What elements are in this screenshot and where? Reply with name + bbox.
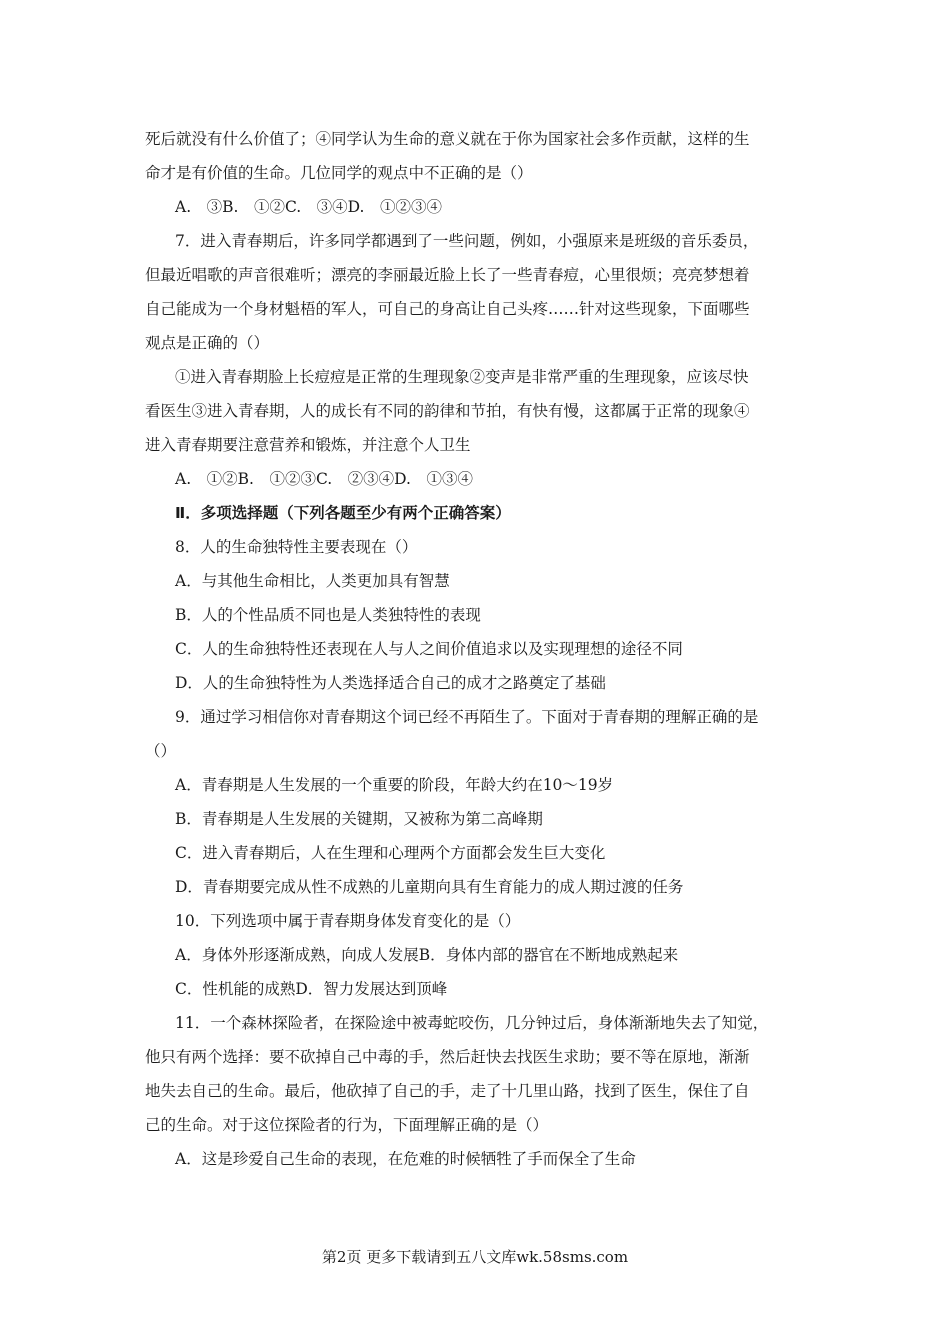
question-11: 11．一个森林探险者，在探险途中被毒蛇咬伤，几分钟过后，身体渐渐地失去了知觉， — [175, 1014, 769, 1032]
option-c: C．人的生命独特性还表现在人与人之间价值追求以及实现理想的途径不同 — [175, 640, 683, 658]
text-line: 进入青春期要注意营养和锻炼，并注意个人卫生 — [145, 436, 471, 454]
text-line: 看医生③进入青春期，人的成长有不同的韵律和节拍，有快有慢，这都属于正常的现象④ — [145, 402, 750, 420]
options-ab: A．身体外形逐渐成熟，向成人发展B．身体内部的器官在不断地成熟起来 — [175, 946, 679, 964]
text-line: 自己能成为一个身材魁梧的军人，可自己的身高让自己头疼……针对这些现象，下面哪些 — [145, 300, 750, 318]
question-8: 8．人的生命独特性主要表现在（） — [175, 538, 418, 556]
option-d: D．人的生命独特性为人类选择适合自己的成才之路奠定了基础 — [175, 674, 606, 692]
option-a: A．青春期是人生发展的一个重要的阶段，年龄大约在10～19岁 — [175, 776, 614, 794]
option-a: A．这是珍爱自己生命的表现，在危难的时候牺牲了手而保全了生命 — [175, 1150, 636, 1168]
text-line: 死后就没有什么价值了；④同学认为生命的意义就在于你为国家社会多作贡献，这样的生 — [145, 130, 750, 148]
question-10: 10．下列选项中属于青春期身体发育变化的是（） — [175, 912, 521, 930]
option-b: B．人的个性品质不同也是人类独特性的表现 — [175, 606, 481, 624]
answer-options: A. ①②B. ①②③C. ②③④D. ①③④ — [175, 470, 473, 488]
text-line: （） — [145, 742, 177, 760]
text-line: 地失去自己的生命。最后，他砍掉了自己的手，走了十几里山路，找到了医生，保住了自 — [145, 1082, 750, 1100]
text-line: 命才是有价值的生命。几位同学的观点中不正确的是（） — [145, 164, 533, 182]
options-cd: C．性机能的成熟D．智力发展达到顶峰 — [175, 980, 448, 998]
text-line: 观点是正确的（） — [145, 334, 270, 352]
page-footer: 第2页 更多下载请到五八文库wk.58sms.com — [321, 1248, 629, 1266]
option-c: C．进入青春期后，人在生理和心理两个方面都会发生巨大变化 — [175, 844, 606, 862]
text-line: 己的生命。对于这位探险者的行为，下面理解正确的是（） — [145, 1116, 549, 1134]
answer-options: A. ③B. ①②C. ③④D. ①②③④ — [175, 198, 442, 216]
text-line: ①进入青春期脸上长痘痘是正常的生理现象②变声是非常严重的生理现象，应该尽快 — [175, 368, 749, 386]
text-line: 但最近唱歌的声音很难听；漂亮的李丽最近脸上长了一些青春痘，心里很烦；亮亮梦想着 — [145, 266, 750, 284]
question-7: 7．进入青春期后，许多同学都遇到了一些问题，例如，小强原来是班级的音乐委员， — [175, 232, 759, 250]
option-b: B．青春期是人生发展的关键期，又被称为第二高峰期 — [175, 810, 543, 828]
section-heading: Ⅱ．多项选择题（下列各题至少有两个正确答案） — [175, 504, 511, 522]
option-d: D．青春期要完成从性不成熟的儿童期向具有生育能力的成人期过渡的任务 — [175, 878, 684, 896]
question-9: 9．通过学习相信你对青春期这个词已经不再陌生了。下面对于青春期的理解正确的是 — [175, 708, 759, 726]
option-a: A．与其他生命相比，人类更加具有智慧 — [175, 572, 450, 590]
text-line: 他只有两个选择：要不砍掉自己中毒的手，然后赶快去找医生求助；要不等在原地，渐渐 — [145, 1048, 750, 1066]
